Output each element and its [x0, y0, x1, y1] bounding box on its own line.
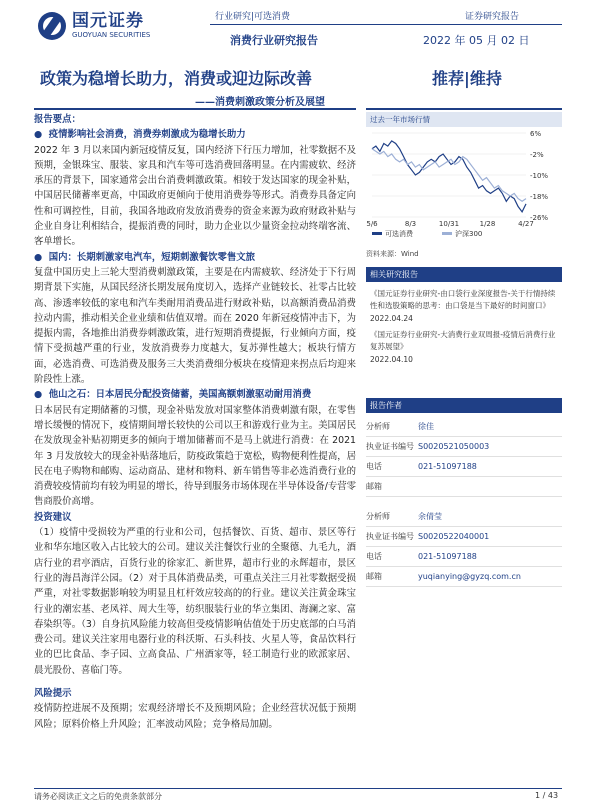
analyst-field-label: 执业证书编号 [366, 532, 414, 541]
chart-title: 过去一年市场行情 [366, 112, 562, 127]
analyst-field-value[interactable]: yuqianying@gyzq.com.cn [418, 572, 521, 581]
analyst-field-label: 电话 [366, 462, 382, 471]
y-tick-label: -26% [530, 214, 549, 222]
header-divider [210, 24, 562, 25]
analyst-block [366, 417, 562, 497]
analyst-field-label: 分析师 [366, 422, 390, 431]
y-tick-label: -10% [530, 172, 549, 180]
title-divider-left [34, 108, 356, 110]
main-column [34, 112, 356, 732]
logo-name: 国元证券 [72, 11, 144, 31]
related-report[interactable]: 《国元证券行业研究-大消费行业双周报-疫情后消费行业复苏展望》 [370, 330, 556, 351]
x-tick-label: 8/3 [404, 220, 417, 228]
y-tick-label: -18% [530, 193, 549, 201]
related-heading: 相关研究报告 [366, 267, 562, 282]
logo [38, 12, 150, 40]
page-title: 政策为稳增长助力，消费或迎边际改善 [40, 69, 313, 88]
analyst-field-label: 邮箱 [366, 572, 382, 581]
analyst-row [366, 477, 562, 497]
header-report-type: 证券研究报告 [465, 12, 520, 22]
x-tick-label: 10/31 [438, 220, 460, 228]
related-report-date: 2022.04.24 [370, 314, 413, 323]
section-heading: 疫情影响社会消费，消费券刺激成为稳增长助力 [48, 129, 246, 141]
invest-heading: 投资建议 [34, 511, 72, 523]
footer-disclaimer: 请务必阅读正文之后的免责条款部分 [34, 792, 162, 801]
legend-swatch [442, 232, 452, 235]
page-number: 1 / 43 [535, 791, 559, 800]
analyst-field-label: 分析师 [366, 512, 390, 521]
section-body: 日本居民有定期储蓄的习惯，现金补贴发放对国家整体消费刺激有限，在零售增长缓慢的情况下，疫情期间增长较快的公司以王和游戏行业为主。美国居民在发放现金补贴初期更多的倾向于增加储蓄而不是马上就进行消费：在 2021 年 3 月发放较大的现金补贴落地后，防疫政策趋于宽松，购物便利性提高，居民在电子购物和邮购、运动商品、建材和物料、新车销售等非必选消费行业的消费较疫情前均有较为明显的增长，待导到服务市场体现在半导体设备/专营零售商股价高增。 [34, 404, 356, 508]
risk-body: 疫情防控进展不及预期；宏观经济增长不及预期风险；企业经营状况低于预期风险；原料价格上升风险；汇率波动风险；竞争格局加剧。 [34, 703, 356, 730]
x-tick-label: 5/6 [366, 220, 378, 228]
legend-swatch [372, 232, 382, 235]
analyst-row [366, 457, 562, 477]
section-body: 复盘中国历史上三轮大型消费刺激政策，主要是在内需疲软、经济处于下行周期背景下实施，从国民经济长期发展角度切入，选择产业链较长、社零占比较高、渗透率较低的家电和汽车类耐用消费品进行财政补贴，以高额消费品消费拉动内需，推动相关企业业绩和估值双增。而在 2020 年新冠疫情冲击下，为提振内需，各地推出消费券刺激政策，进行短期消费提振，行业倾向方面，疫情下受损越严重的行业，发放消费券力度越大，复苏弹性越大；板块行情方面，必选消费、可选消费及服务三大类消费细分板块在疫情迎来拐点后均迎来阶段性上涨。 [34, 266, 356, 386]
header-title: 消费行业研究报告 [230, 34, 318, 47]
bullet-icon: ● [34, 251, 49, 263]
y-tick-label: -2% [530, 151, 544, 159]
market-chart [366, 127, 562, 245]
analyst-field-label: 执业证书编号 [366, 442, 414, 451]
analyst-field-value: 021-51097188 [418, 462, 477, 471]
x-tick-label: 4/27 [518, 220, 534, 228]
analyst-row [366, 507, 562, 527]
page-subtitle: ——消费刺激政策分析及展望 [195, 97, 325, 108]
y-tick-label: 6% [530, 130, 542, 138]
bullet-icon: ● [34, 129, 49, 141]
header-date: 2022 年 05 月 02 日 [423, 34, 530, 47]
section-heading: 国内：长期刺激家电汽车，短期刺激餐饮零售文旅 [48, 251, 255, 263]
section-heading: 他山之石：日本居民分配投资储蓄，美国高额刺激驱动耐用消费 [48, 389, 312, 401]
invest-body: （1）疫情中受损较为严重的行业和公司，包括餐饮、百货、超市、景区等行业和华东地区收入占比较大的公司。建议关注餐饮行业的全聚德、九毛九，酒店行业的君亭酒店，百货行业的徐家汇、新世界，超市行业的永辉超市，景区行业的海昌海洋公园。（2）对于具体消费品类，可重点关注三月社零数据受损严重，对社零数据影响较为明显且杠杆效应较高的的行业。建议关注黄金珠宝行业的潮宏基、老凤祥、周大生等，纺织服装行业的华立集团、海澜之家、富春染织等。（3）自身抗风险能力较高但受疫情影响估值处于历史底部的白马消费公司。建议关注家用电器行业的科沃斯、石头科技、火星人等，食品饮料行业的巴比食品、李子园、立高食品、广州酒家等，轻工制造行业的欧派家居、晨光股份、喜临门等。 [34, 527, 356, 676]
series-line [372, 141, 526, 212]
bullet-icon: ● [34, 389, 49, 401]
analyst-row [366, 547, 562, 567]
analyst-field-value: 021-51097188 [418, 552, 477, 561]
related-report-date: 2022.04.10 [370, 355, 413, 364]
summary-label: 报告要点： [34, 114, 81, 125]
rating-badge: 推荐|维持 [432, 69, 502, 88]
analyst-field-label: 电话 [366, 552, 382, 561]
x-tick-label: 1/28 [479, 220, 496, 228]
analyst-field-value: S0020521050003 [418, 442, 490, 451]
legend-label: 沪深300 [455, 230, 483, 238]
risk-heading: 风险提示 [34, 687, 72, 699]
related-report[interactable]: 《国元证券行业研究-由口袋行业深度报告-关于行情持续性和选股策略的思考：由口袋是当下最好的时间窗口》 [370, 289, 556, 310]
footer-divider [34, 788, 562, 789]
analyst-field-label: 邮箱 [366, 482, 382, 491]
section-body: 2022 年 3 月以来国内新冠疫情反复，国内经济下行压力增加，社零数据不及预期，金银珠宝、服装、家具和汽车等可选消费回落明显。在内需疲软、经济承压的背景下，国家通常会出台消费刺激政策。相较于发达国家的现金补贴，中国居民储蓄率更高，中国政府更倾向于使用消费券等形式。消费券具备定向性和可调控性，目前，我国各地政府发放消费券的资金来源为政府财政补贴与企业自身让利相结合，提振消费的同时，助力企业以少量资金拉动终端客流、客单增长。 [34, 144, 356, 248]
logo-icon [38, 12, 66, 40]
analyst-row [366, 527, 562, 547]
analyst-row [366, 567, 562, 587]
chart-source: 资料来源：Wind [366, 250, 419, 258]
analyst-row [366, 417, 562, 437]
analyst-block [366, 507, 562, 587]
analyst-row [366, 437, 562, 457]
analyst-field-value: 余倩莹 [418, 512, 442, 521]
header-category: 行业研究|可选消费 [215, 12, 291, 22]
analyst-field-value: 徐佳 [418, 422, 434, 431]
sidebar [366, 110, 562, 587]
report-header [0, 0, 600, 60]
analyst-heading: 报告作者 [366, 398, 562, 413]
logo-name-en: GUOYUAN SECURITIES [72, 31, 151, 39]
legend-label: 可选消费 [385, 230, 413, 238]
analyst-field-value: S0020522040001 [418, 532, 490, 541]
